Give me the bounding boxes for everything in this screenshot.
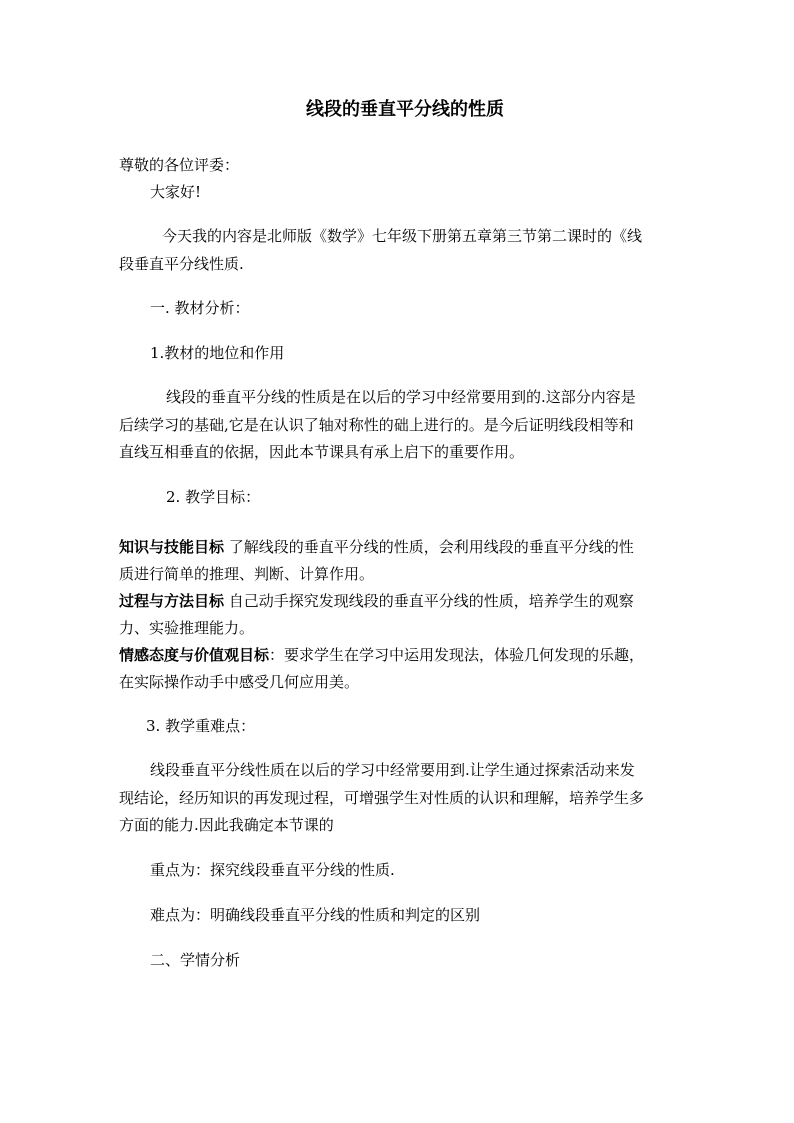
subsection-3-line-2: 现结论，经历知识的再发现过程，可增强学生对性质的认识和理解，培养学生多 — [119, 789, 645, 807]
goal-emotion-text: ：要求学生在学习中运用发现法，体验几何发现的乐趣， — [269, 646, 645, 664]
section-2-heading: 二、学情分析 — [150, 951, 241, 969]
subsection-1-line-3: 直线互相垂直的依据，因此本节课具有承上启下的重要作用。 — [119, 443, 525, 461]
greeting-line: 尊敬的各位评委： — [119, 156, 240, 174]
goal-knowledge-text: 了解线段的垂直平分线的性质，会利用线段的垂直平分线的性 — [224, 538, 634, 556]
section-1-heading: 一. 教材分析： — [150, 299, 250, 317]
hello-line: 大家好! — [150, 183, 202, 201]
goal-emotion-line-2: 在实际操作动手中感受几何应用美。 — [119, 673, 360, 691]
goal-process-label: 过程与方法目标 — [119, 592, 225, 610]
subsection-1-line-2: 后续学习的基础,它是在认识了轴对称性的础上进行的。是今后证明线段相等和 — [119, 416, 634, 434]
key-point-line: 重点为：探究线段垂直平分线的性质. — [150, 861, 395, 879]
subsection-3-heading: 3. 教学重难点： — [146, 717, 256, 735]
goal-emotion-line-1 — [119, 645, 644, 665]
goal-knowledge-line-1 — [119, 537, 634, 557]
goal-process-line-1 — [119, 591, 634, 611]
intro-line-2: 段垂直平分线性质. — [119, 255, 244, 273]
difficult-point-line: 难点为：明确线段垂直平分线的性质和判定的区别 — [150, 906, 481, 924]
goal-knowledge-label: 知识与技能目标 — [119, 538, 225, 556]
subsection-3-line-3: 方面的能力.因此我确定本节课的 — [119, 816, 334, 834]
subsection-1-heading: 1.教材的地位和作用 — [150, 344, 285, 362]
intro-line-1: 今天我的内容是北师版《数学》七年级下册第五章第三节第二课时的《线 — [162, 227, 643, 245]
document-title: 线段的垂直平分线的性质 — [306, 99, 504, 120]
subsection-1-line-1: 线段的垂直平分线的性质是在以后的学习中经常要用到的.这部分内容是 — [166, 388, 636, 406]
goal-emotion-label: 情感态度与价值观目标 — [119, 646, 270, 664]
goal-knowledge-line-2: 质进行简单的推理、判断、计算作用。 — [119, 565, 375, 583]
goal-process-text: 自己动手探究发现线段的垂直平分线的性质，培养学生的观察 — [224, 592, 634, 610]
goal-process-line-2: 力、实验推理能力。 — [119, 619, 255, 637]
subsection-3-line-1: 线段垂直平分线性质在以后的学习中经常要用到.让学生通过探索活动来发 — [150, 761, 635, 779]
subsection-2-heading: 2. 教学目标： — [166, 488, 261, 506]
